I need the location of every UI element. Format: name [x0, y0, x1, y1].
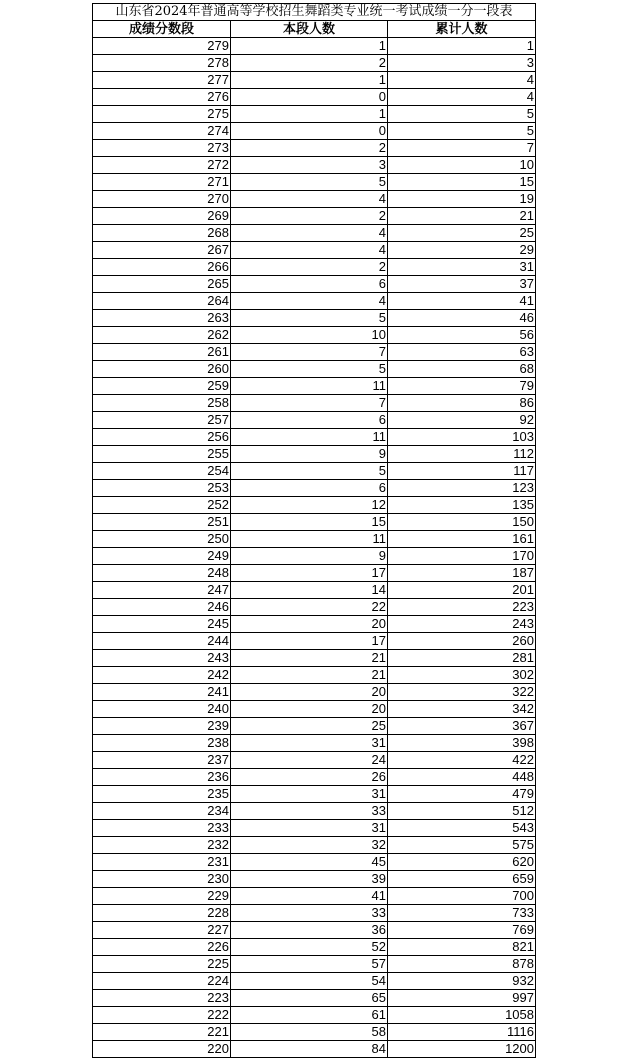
- score-cell: 227: [93, 922, 231, 939]
- score-cell: 233: [93, 820, 231, 837]
- score-table: [92, 3, 536, 1058]
- cumulative-count-cell: 543: [388, 820, 536, 837]
- table-row: [93, 140, 536, 157]
- table-row: [93, 327, 536, 344]
- score-cell: 279: [93, 38, 231, 55]
- table-row: [93, 667, 536, 684]
- score-cell: 275: [93, 106, 231, 123]
- cumulative-count-cell: 422: [388, 752, 536, 769]
- segment-count-cell: 9: [231, 548, 388, 565]
- cumulative-count-cell: 322: [388, 684, 536, 701]
- segment-count-cell: 33: [231, 905, 388, 922]
- table-row: [93, 1041, 536, 1058]
- table-row: [93, 174, 536, 191]
- table-row: [93, 616, 536, 633]
- score-cell: 238: [93, 735, 231, 752]
- cumulative-count-cell: 821: [388, 939, 536, 956]
- segment-count-cell: 2: [231, 140, 388, 157]
- table-row: [93, 480, 536, 497]
- cumulative-count-cell: 878: [388, 956, 536, 973]
- score-cell: 253: [93, 480, 231, 497]
- segment-count-cell: 21: [231, 650, 388, 667]
- score-cell: 274: [93, 123, 231, 140]
- table-row: [93, 718, 536, 735]
- score-cell: 257: [93, 412, 231, 429]
- segment-count-cell: 22: [231, 599, 388, 616]
- score-cell: 276: [93, 89, 231, 106]
- table-row: [93, 242, 536, 259]
- score-cell: 226: [93, 939, 231, 956]
- table-row: [93, 123, 536, 140]
- cumulative-count-cell: 1116: [388, 1024, 536, 1041]
- table-row: [93, 650, 536, 667]
- cumulative-count-cell: 479: [388, 786, 536, 803]
- table-row: [93, 922, 536, 939]
- segment-count-cell: 6: [231, 276, 388, 293]
- segment-count-cell: 4: [231, 242, 388, 259]
- table-row: [93, 89, 536, 106]
- score-cell: 241: [93, 684, 231, 701]
- segment-count-cell: 17: [231, 633, 388, 650]
- cumulative-count-cell: 19: [388, 191, 536, 208]
- segment-count-cell: 31: [231, 786, 388, 803]
- table-row: [93, 463, 536, 480]
- table-row: [93, 514, 536, 531]
- cumulative-count-cell: 103: [388, 429, 536, 446]
- score-cell: 248: [93, 565, 231, 582]
- cumulative-count-cell: 25: [388, 225, 536, 242]
- table-row: [93, 905, 536, 922]
- score-cell: 269: [93, 208, 231, 225]
- table-row: [93, 276, 536, 293]
- segment-count-cell: 4: [231, 225, 388, 242]
- segment-count-cell: 11: [231, 378, 388, 395]
- score-cell: 258: [93, 395, 231, 412]
- header-segment-count: 本段人数: [231, 21, 388, 38]
- table-row: [93, 854, 536, 871]
- segment-count-cell: 5: [231, 463, 388, 480]
- cumulative-count-cell: 7: [388, 140, 536, 157]
- score-cell: 236: [93, 769, 231, 786]
- cumulative-count-cell: 56: [388, 327, 536, 344]
- table-row: [93, 939, 536, 956]
- segment-count-cell: 2: [231, 55, 388, 72]
- table-row: [93, 803, 536, 820]
- table-row: [93, 582, 536, 599]
- score-cell: 249: [93, 548, 231, 565]
- cumulative-count-cell: 112: [388, 446, 536, 463]
- table-row: [93, 395, 536, 412]
- header-row: [93, 21, 536, 38]
- score-cell: 228: [93, 905, 231, 922]
- table-row: [93, 378, 536, 395]
- segment-count-cell: 41: [231, 888, 388, 905]
- score-cell: 235: [93, 786, 231, 803]
- table-row: [93, 446, 536, 463]
- segment-count-cell: 61: [231, 1007, 388, 1024]
- segment-count-cell: 39: [231, 871, 388, 888]
- segment-count-cell: 31: [231, 735, 388, 752]
- score-distribution-sheet: [92, 3, 535, 1058]
- score-cell: 240: [93, 701, 231, 718]
- score-cell: 254: [93, 463, 231, 480]
- score-cell: 259: [93, 378, 231, 395]
- table-row: [93, 38, 536, 55]
- table-row: [93, 208, 536, 225]
- cumulative-count-cell: 281: [388, 650, 536, 667]
- cumulative-count-cell: 367: [388, 718, 536, 735]
- cumulative-count-cell: 31: [388, 259, 536, 276]
- cumulative-count-cell: 79: [388, 378, 536, 395]
- score-cell: 251: [93, 514, 231, 531]
- cumulative-count-cell: 1058: [388, 1007, 536, 1024]
- segment-count-cell: 20: [231, 684, 388, 701]
- score-cell: 267: [93, 242, 231, 259]
- cumulative-count-cell: 41: [388, 293, 536, 310]
- title-row: [93, 4, 536, 21]
- table-row: [93, 293, 536, 310]
- cumulative-count-cell: 15: [388, 174, 536, 191]
- table-row: [93, 1007, 536, 1024]
- segment-count-cell: 84: [231, 1041, 388, 1058]
- cumulative-count-cell: 260: [388, 633, 536, 650]
- segment-count-cell: 11: [231, 429, 388, 446]
- cumulative-count-cell: 342: [388, 701, 536, 718]
- cumulative-count-cell: 29: [388, 242, 536, 259]
- cumulative-count-cell: 223: [388, 599, 536, 616]
- table-row: [93, 888, 536, 905]
- cumulative-count-cell: 659: [388, 871, 536, 888]
- cumulative-count-cell: 46: [388, 310, 536, 327]
- cumulative-count-cell: 5: [388, 106, 536, 123]
- segment-count-cell: 32: [231, 837, 388, 854]
- score-cell: 272: [93, 157, 231, 174]
- table-row: [93, 72, 536, 89]
- segment-count-cell: 4: [231, 293, 388, 310]
- table-row: [93, 259, 536, 276]
- segment-count-cell: 0: [231, 89, 388, 106]
- cumulative-count-cell: 398: [388, 735, 536, 752]
- score-cell: 264: [93, 293, 231, 310]
- score-cell: 273: [93, 140, 231, 157]
- table-row: [93, 769, 536, 786]
- cumulative-count-cell: 117: [388, 463, 536, 480]
- table-row: [93, 973, 536, 990]
- cumulative-count-cell: 3: [388, 55, 536, 72]
- score-cell: 237: [93, 752, 231, 769]
- score-cell: 278: [93, 55, 231, 72]
- cumulative-count-cell: 150: [388, 514, 536, 531]
- table-row: [93, 344, 536, 361]
- cumulative-count-cell: 512: [388, 803, 536, 820]
- segment-count-cell: 1: [231, 106, 388, 123]
- score-cell: 232: [93, 837, 231, 854]
- table-row: [93, 786, 536, 803]
- table-row: [93, 429, 536, 446]
- table-row: [93, 55, 536, 72]
- table-row: [93, 361, 536, 378]
- segment-count-cell: 1: [231, 72, 388, 89]
- score-cell: 242: [93, 667, 231, 684]
- cumulative-count-cell: 4: [388, 72, 536, 89]
- score-cell: 261: [93, 344, 231, 361]
- segment-count-cell: 4: [231, 191, 388, 208]
- score-cell: 220: [93, 1041, 231, 1058]
- segment-count-cell: 26: [231, 769, 388, 786]
- segment-count-cell: 52: [231, 939, 388, 956]
- table-row: [93, 225, 536, 242]
- table-row: [93, 820, 536, 837]
- segment-count-cell: 5: [231, 361, 388, 378]
- segment-count-cell: 20: [231, 616, 388, 633]
- table-row: [93, 548, 536, 565]
- table-row: [93, 837, 536, 854]
- score-cell: 243: [93, 650, 231, 667]
- cumulative-count-cell: 575: [388, 837, 536, 854]
- table-row: [93, 191, 536, 208]
- score-cell: 231: [93, 854, 231, 871]
- score-cell: 222: [93, 1007, 231, 1024]
- segment-count-cell: 17: [231, 565, 388, 582]
- cumulative-count-cell: 769: [388, 922, 536, 939]
- segment-count-cell: 2: [231, 208, 388, 225]
- cumulative-count-cell: 620: [388, 854, 536, 871]
- cumulative-count-cell: 37: [388, 276, 536, 293]
- table-row: [93, 752, 536, 769]
- cumulative-count-cell: 932: [388, 973, 536, 990]
- score-cell: 271: [93, 174, 231, 191]
- score-cell: 266: [93, 259, 231, 276]
- segment-count-cell: 1: [231, 38, 388, 55]
- table-row: [93, 684, 536, 701]
- score-cell: 252: [93, 497, 231, 514]
- segment-count-cell: 2: [231, 259, 388, 276]
- segment-count-cell: 7: [231, 395, 388, 412]
- score-cell: 221: [93, 1024, 231, 1041]
- score-cell: 223: [93, 990, 231, 1007]
- cumulative-count-cell: 700: [388, 888, 536, 905]
- segment-count-cell: 54: [231, 973, 388, 990]
- score-cell: 262: [93, 327, 231, 344]
- cumulative-count-cell: 161: [388, 531, 536, 548]
- cumulative-count-cell: 1: [388, 38, 536, 55]
- header-score-range: 成绩分数段: [93, 21, 231, 38]
- cumulative-count-cell: 201: [388, 582, 536, 599]
- table-row: [93, 531, 536, 548]
- cumulative-count-cell: 187: [388, 565, 536, 582]
- table-row: [93, 735, 536, 752]
- table-row: [93, 565, 536, 582]
- score-cell: 270: [93, 191, 231, 208]
- table-row: [93, 871, 536, 888]
- table-row: [93, 412, 536, 429]
- score-cell: 277: [93, 72, 231, 89]
- score-cell: 256: [93, 429, 231, 446]
- score-cell: 234: [93, 803, 231, 820]
- segment-count-cell: 11: [231, 531, 388, 548]
- cumulative-count-cell: 302: [388, 667, 536, 684]
- table-row: [93, 1024, 536, 1041]
- segment-count-cell: 12: [231, 497, 388, 514]
- segment-count-cell: 36: [231, 922, 388, 939]
- segment-count-cell: 45: [231, 854, 388, 871]
- table-body: [93, 38, 536, 1058]
- segment-count-cell: 6: [231, 412, 388, 429]
- cumulative-count-cell: 1200: [388, 1041, 536, 1058]
- cumulative-count-cell: 10: [388, 157, 536, 174]
- table-row: [93, 310, 536, 327]
- cumulative-count-cell: 86: [388, 395, 536, 412]
- score-cell: 239: [93, 718, 231, 735]
- segment-count-cell: 6: [231, 480, 388, 497]
- score-cell: 229: [93, 888, 231, 905]
- segment-count-cell: 33: [231, 803, 388, 820]
- segment-count-cell: 15: [231, 514, 388, 531]
- cumulative-count-cell: 997: [388, 990, 536, 1007]
- cumulative-count-cell: 135: [388, 497, 536, 514]
- score-cell: 230: [93, 871, 231, 888]
- score-cell: 260: [93, 361, 231, 378]
- cumulative-count-cell: 243: [388, 616, 536, 633]
- score-cell: 245: [93, 616, 231, 633]
- score-cell: 225: [93, 956, 231, 973]
- score-cell: 268: [93, 225, 231, 242]
- table-row: [93, 990, 536, 1007]
- segment-count-cell: 20: [231, 701, 388, 718]
- score-cell: 255: [93, 446, 231, 463]
- cumulative-count-cell: 733: [388, 905, 536, 922]
- segment-count-cell: 5: [231, 310, 388, 327]
- cumulative-count-cell: 170: [388, 548, 536, 565]
- score-cell: 265: [93, 276, 231, 293]
- segment-count-cell: 3: [231, 157, 388, 174]
- score-cell: 224: [93, 973, 231, 990]
- cumulative-count-cell: 123: [388, 480, 536, 497]
- cumulative-count-cell: 448: [388, 769, 536, 786]
- table-title: 山东省2024年普通高等学校招生舞蹈类专业统一考试成绩一分一段表: [93, 4, 536, 21]
- segment-count-cell: 7: [231, 344, 388, 361]
- table-row: [93, 497, 536, 514]
- score-cell: 263: [93, 310, 231, 327]
- table-row: [93, 157, 536, 174]
- cumulative-count-cell: 4: [388, 89, 536, 106]
- segment-count-cell: 57: [231, 956, 388, 973]
- segment-count-cell: 0: [231, 123, 388, 140]
- segment-count-cell: 58: [231, 1024, 388, 1041]
- score-cell: 247: [93, 582, 231, 599]
- cumulative-count-cell: 5: [388, 123, 536, 140]
- table-row: [93, 956, 536, 973]
- table-row: [93, 106, 536, 123]
- segment-count-cell: 21: [231, 667, 388, 684]
- header-cumulative-count: 累计人数: [388, 21, 536, 38]
- table-row: [93, 701, 536, 718]
- table-row: [93, 633, 536, 650]
- segment-count-cell: 24: [231, 752, 388, 769]
- segment-count-cell: 10: [231, 327, 388, 344]
- segment-count-cell: 25: [231, 718, 388, 735]
- segment-count-cell: 5: [231, 174, 388, 191]
- cumulative-count-cell: 63: [388, 344, 536, 361]
- segment-count-cell: 9: [231, 446, 388, 463]
- score-cell: 244: [93, 633, 231, 650]
- score-cell: 246: [93, 599, 231, 616]
- table-row: [93, 599, 536, 616]
- score-cell: 250: [93, 531, 231, 548]
- segment-count-cell: 14: [231, 582, 388, 599]
- cumulative-count-cell: 21: [388, 208, 536, 225]
- segment-count-cell: 31: [231, 820, 388, 837]
- cumulative-count-cell: 68: [388, 361, 536, 378]
- cumulative-count-cell: 92: [388, 412, 536, 429]
- segment-count-cell: 65: [231, 990, 388, 1007]
